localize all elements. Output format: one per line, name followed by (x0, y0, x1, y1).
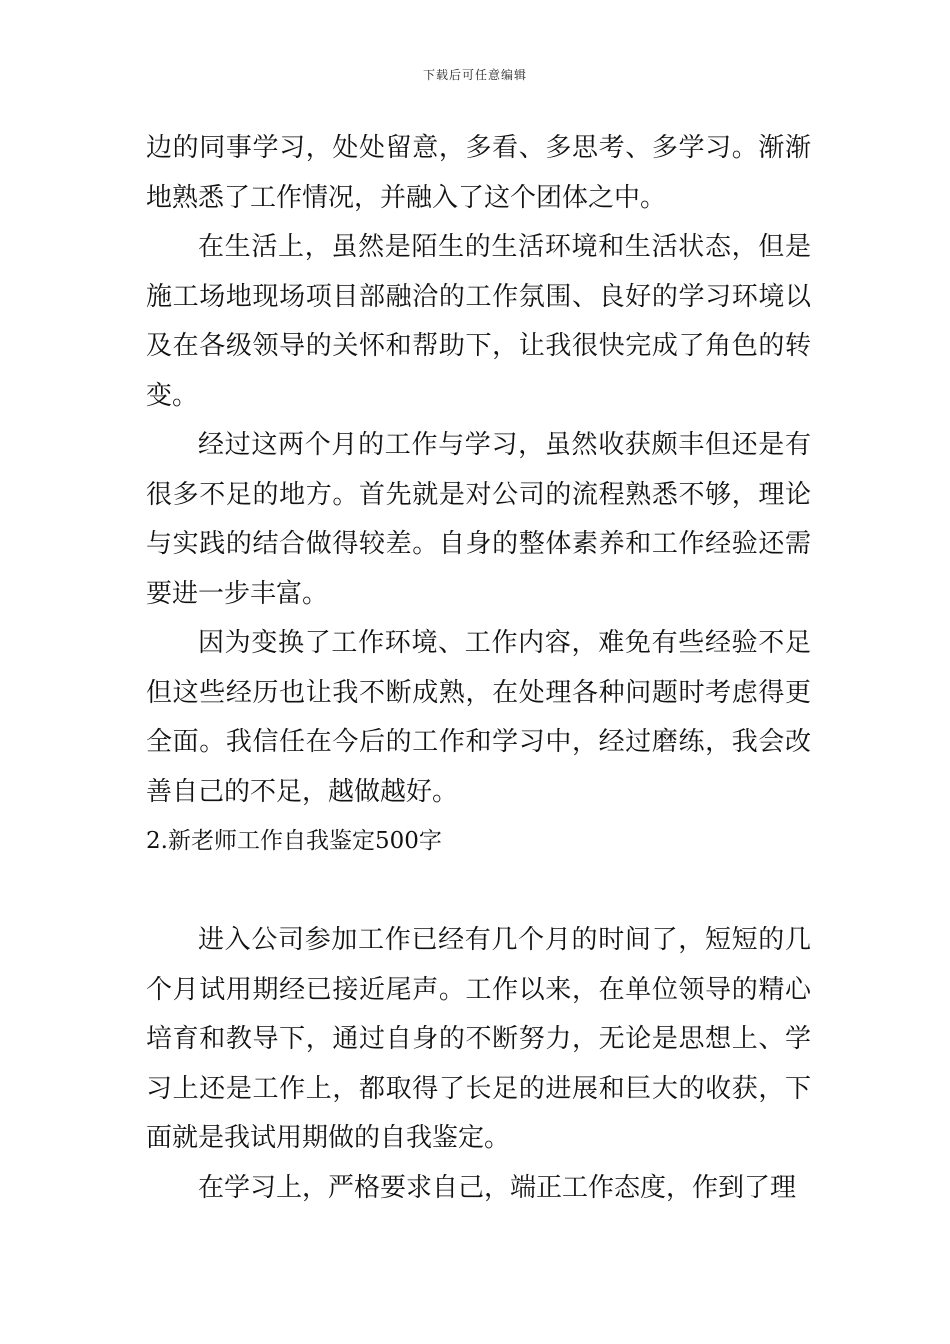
header-note: 下载后可任意编辑 (422, 68, 527, 82)
paragraph-2: 在生活上，虽然是陌生的生活环境和生活状态，但是施工场地现场项目部融洽的工作氛围、良好的学习环境以及在各级领导的关怀和帮助下，让我很快完成了角色的转变。 (146, 232, 811, 411)
document-body (146, 124, 811, 1213)
paragraph-6: 在学习上，严格要求自己，端正工作态度，作到了理 (198, 1172, 797, 1203)
paragraph-1: 边的同事学习，处处留意，多看、多思考、多学习。渐渐地熟悉了工作情况，并融入了这个团体之中。 (146, 133, 811, 213)
section-heading: 2.新老师工作自我鉴定500字 (146, 828, 442, 854)
blank-line (146, 867, 811, 917)
paragraph-3: 经过这两个月的工作与学习，虽然收获颇丰但还是有很多不足的地方。首先就是对公司的流程熟悉不够，理论与实践的结合做得较差。自身的整体素养和工作经验还需要进一步丰富。 (146, 430, 811, 609)
paragraph-4: 因为变换了工作环境、工作内容，难免有些经验不足但这些经历也让我不断成熟，在处理各种问题时考虑得更全面。我信任在今后的工作和学习中，经过磨练，我会改善自己的不足，越做越好。 (146, 628, 811, 807)
paragraph-5: 进入公司参加工作已经有几个月的时间了，短短的几个月试用期经已接近尾声。工作以来，在单位领导的精心培育和教导下，通过自身的不断努力，无论是思想上、学习上还是工作上，都取得了长足的进展和巨大的收获，下面就是我试用期做的自我鉴定。 (146, 925, 811, 1153)
